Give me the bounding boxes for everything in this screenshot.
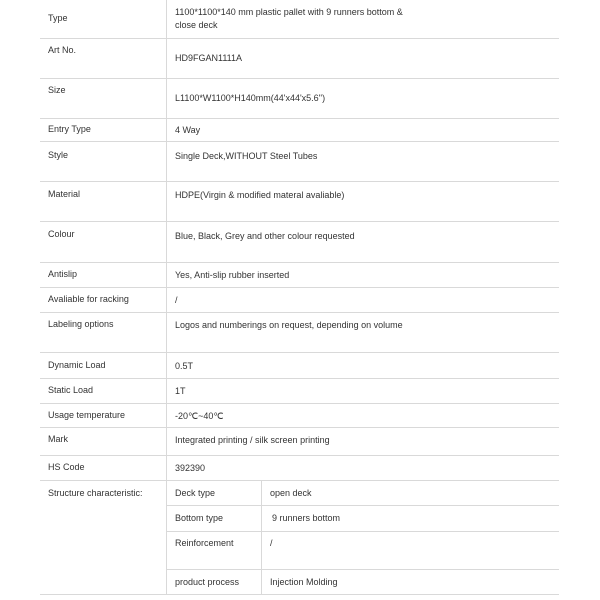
row-value: 1100*1100*140 mm plastic pallet with 9 runners bottom & close deck <box>175 7 403 30</box>
structure-subtable <box>166 481 559 594</box>
row-label: Mark <box>48 434 68 444</box>
row-value: 0.5T <box>175 361 194 371</box>
row-style <box>40 142 559 182</box>
row-dynamic-load <box>40 353 559 379</box>
row-usage-temp <box>40 404 559 428</box>
sub-value: 9 runners bottom <box>272 513 341 523</box>
row-hs-code <box>40 456 559 481</box>
row-value: L1100*W1100*H140mm(44'x44'x5.6'') <box>175 93 326 103</box>
row-entry-type <box>40 119 559 142</box>
row-size <box>40 79 559 119</box>
row-value: / <box>175 295 178 305</box>
row-value: -20℃~40℃ <box>175 411 224 421</box>
row-colour <box>40 222 559 263</box>
sub-row-bottom-type <box>167 506 559 532</box>
sub-label: Bottom type <box>175 513 224 523</box>
row-value: Blue, Black, Grey and other colour requested <box>175 231 355 241</box>
row-racking <box>40 288 559 313</box>
row-label: Colour <box>48 229 75 239</box>
row-material <box>40 182 559 222</box>
sub-row-deck-type <box>167 481 559 506</box>
row-label: Size <box>48 85 66 95</box>
sub-label: Deck type <box>175 488 216 498</box>
sub-row-reinforcement <box>167 532 559 570</box>
sub-value: / <box>270 538 273 548</box>
row-label: Dynamic Load <box>48 360 106 370</box>
sub-value: Injection Molding <box>270 577 338 587</box>
sub-value: open deck <box>270 488 312 498</box>
row-value: Single Deck,WITHOUT Steel Tubes <box>175 151 318 161</box>
row-value: HDPE(Virgin & modified materal avaliable) <box>175 190 345 200</box>
row-value: 4 Way <box>175 125 201 135</box>
row-label: Structure characteristic: <box>48 488 143 498</box>
row-art-no <box>40 39 559 79</box>
row-label: Entry Type <box>48 124 91 134</box>
row-value: Logos and numberings on request, depending on volume <box>175 320 403 330</box>
sub-row-product-process <box>167 570 559 595</box>
row-structure <box>40 481 559 595</box>
row-label: Material <box>48 189 81 199</box>
row-value: Integrated printing / silk screen printing <box>175 435 330 445</box>
sub-label: Reinforcement <box>175 538 234 548</box>
row-labeling <box>40 313 559 353</box>
spec-table <box>40 0 559 595</box>
sub-label: product process <box>175 577 240 587</box>
row-label: HS Code <box>48 462 85 472</box>
row-value: 392390 <box>175 463 206 473</box>
row-label: Static Load <box>48 385 94 395</box>
row-static-load <box>40 379 559 404</box>
row-label: Art No. <box>48 45 77 55</box>
row-antislip <box>40 263 559 288</box>
row-label: Avaliable for racking <box>48 294 129 304</box>
row-value: HD9FGAN1111A <box>175 53 243 63</box>
row-label: Labeling options <box>48 319 114 329</box>
row-value: Yes, Anti-slip rubber inserted <box>175 270 290 280</box>
row-label: Usage temperature <box>48 410 126 420</box>
row-mark <box>40 428 559 456</box>
row-label: Type <box>48 13 68 23</box>
row-label: Style <box>48 150 69 160</box>
row-label: Antislip <box>48 269 78 279</box>
row-type <box>40 0 559 39</box>
row-value: 1T <box>175 386 186 396</box>
